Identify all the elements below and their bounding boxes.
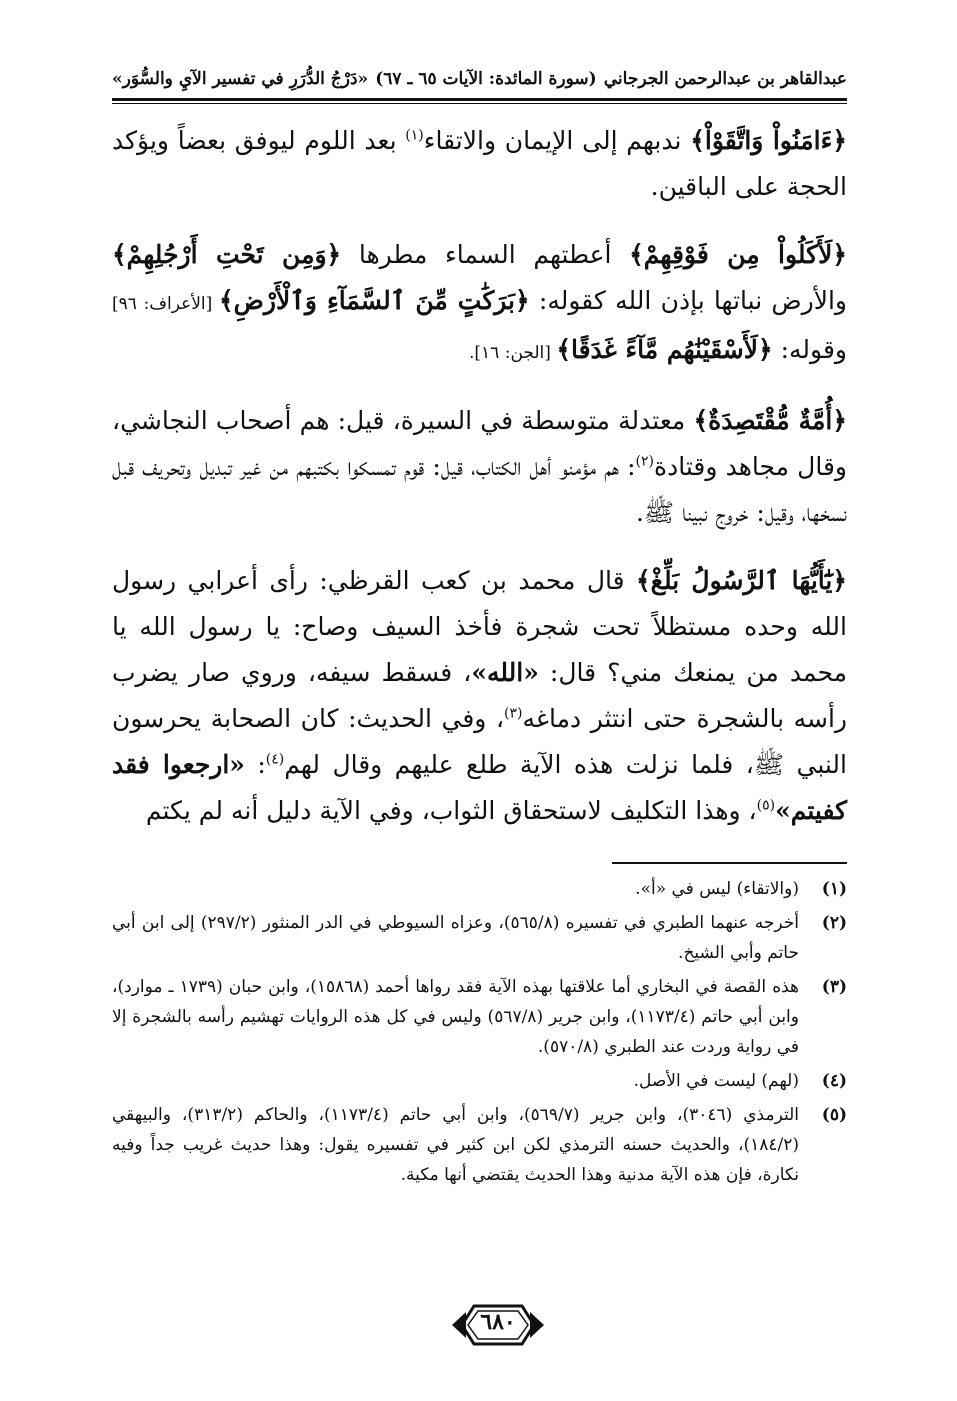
footnote-marker: (١) [405,127,424,144]
text-run: ، وفي الحديث: كان الصحابة يحرسون النبي ﷺ، فلما نزلت هذه الآية طلع عليهم وقال لهم [112,704,847,779]
footnote [112,874,847,904]
text-run: : [244,750,266,779]
footnote-text: (لهم) ليست في الأصل. [633,1071,799,1091]
text-run: قال محمد بن كعب القرظي: رأى أعرابي رسول الله وحده مستظلاً تحت شجرة فأخذ السيف وصاح: يا رسول الله يا محمد من يمنعك مني؟ قال: [112,566,848,687]
paragraph [112,118,847,210]
text-run: ، فسقط سيفه، وروي صار يضرب رأسه بالشجرة حتى انتثر دماغه [112,658,848,733]
footnote-number: (٣) [821,977,847,997]
header-book-title: «دَرْجُ الدُّرَرِ في تفسير الآيِ والسُّوَر» [112,69,369,89]
footnote-marker: (٥) [756,797,776,814]
quoted-text: ﴿يَٰٓأَيُّهَا ٱلرَّسُولُ بَلِّغْ﴾ [636,566,848,595]
text-run: أعطتهم السماء مطرها [341,240,630,269]
page-number-ornament [448,1300,548,1350]
text-run: بعد اللوم ليوفق بعضاً ويؤكد الحجة على الباقين. [112,126,847,201]
text-run: معتدلة متوسطة في السيرة، قيل: هم أصحاب النجاشي، وقال مجاهد وقتادة [112,406,847,481]
footnote [112,1100,847,1190]
footnote-text: هذه القصة في البخاري أما علاقتها بهذه الآية فقد رواها أحمد (١٥٨٦٨)، وابن حبان (١٧٣٩ ـ موارد)، وابن أبي حاتم (١١٧٣/٤)، وابن جرير (٥٦٧/٨) وليس في كل هذه الروايات تهشيم رأسه بالشجرة إلا في رواية وردت عند الطبري (٥٧٠/٨). [112,977,799,1057]
paragraph [112,398,847,536]
quoted-text: ﴿بَرَكَٰتٍ مِّنَ ٱلسَّمَآءِ وَٱلْأَرْضِ﴾ [219,286,530,315]
paragraph [112,558,847,834]
quoted-text: ﴿لَأَكَلُواْ مِن فَوْقِهِمْ﴾ [629,240,847,269]
text-run: : هم مؤمنو أهل الكتاب، قيل: قوم تمسكوا بكتبهم من غير تبديل وتحريف قبل نسخها، وقيل: خروج نبينا ﷺ. [112,452,847,527]
running-header [112,62,847,96]
footnotes [112,874,847,1194]
quoted-text: ﴿ءَامَنُواْ وَاتَّقَوْاْ﴾ [690,126,848,155]
footnote-marker: (٢) [635,453,654,470]
text-run: والأرض نباتها بإذن الله كقوله: [529,286,847,315]
main-text [112,118,847,856]
footnote-separator [612,862,847,864]
footnote-number: (١) [821,879,847,899]
footnote-marker: (٣) [504,705,523,722]
footnote-number: (٢) [821,913,847,933]
citation: [الأعراف: ٩٦] [112,294,219,314]
quoted-text: ﴿لَأَسْقَيْنَٰهُم مَّآءً غَدَقًا﴾ [556,335,773,364]
paragraph [112,232,847,376]
footnote-number: (٥) [821,1105,847,1125]
header-rule-thick [112,98,847,101]
footnote-number: (٤) [821,1071,847,1091]
header-surah: (سورة المائدة: الآيات ٦٥ ـ ٦٧) [375,69,597,89]
footnote [112,972,847,1062]
footnote-text: أخرجه عنهما الطبري في تفسيره (٥٦٥/٨)، وعزاه السيوطي في الدر المنثور (٢٩٧/٢) إلى ابن أبي حاتم وأبي الشيخ. [112,913,799,963]
text-run: ، وهذا التكليف لاستحقاق الثواب، وفي الآية دليل أنه لم يكتم [145,796,757,825]
footnote [112,908,847,968]
header-rule-thin [112,103,847,104]
page-number: ٦٨٠ [480,1309,516,1335]
quoted-text: «ارجعوا فقد كفيتم» [112,750,847,825]
footnote-marker: (٤) [265,751,285,768]
footnote-text: الترمذي (٣٠٤٦)، وابن جرير (٥٦٩/٧)، وابن أبي حاتم (١١٧٣/٤)، والحاكم (٣١٣/٢)، والبيهقي (١٨٤/٢)، والحديث حسنه الترمذي لكن ابن كثير في تفسيره يقول: وهذا حديث غريب جداً وفيه نكارة، فإن هذه الآية مدنية وهذا الحديث يقتضي أنها مكية. [112,1105,799,1185]
quoted-text: ﴿أُمَّةٌ مُّقْتَصِدَةٌ﴾ [693,406,847,435]
footnote-text: (والاتقاء) ليس في «أ». [635,879,799,899]
footnote [112,1066,847,1096]
header-author: عبدالقاهر بن عبدالرحمن الجرجاني [603,69,847,89]
citation: [الجن: ١٦]. [469,343,557,363]
quoted-text: ﴿وَمِن تَحْتِ أَرْجُلِهِمْ﴾ [112,240,342,269]
text-run: وقوله: [772,335,847,364]
quoted-text: «الله» [471,658,539,687]
text-run: ندبهم إلى الإيمان والاتقاء [423,126,691,155]
